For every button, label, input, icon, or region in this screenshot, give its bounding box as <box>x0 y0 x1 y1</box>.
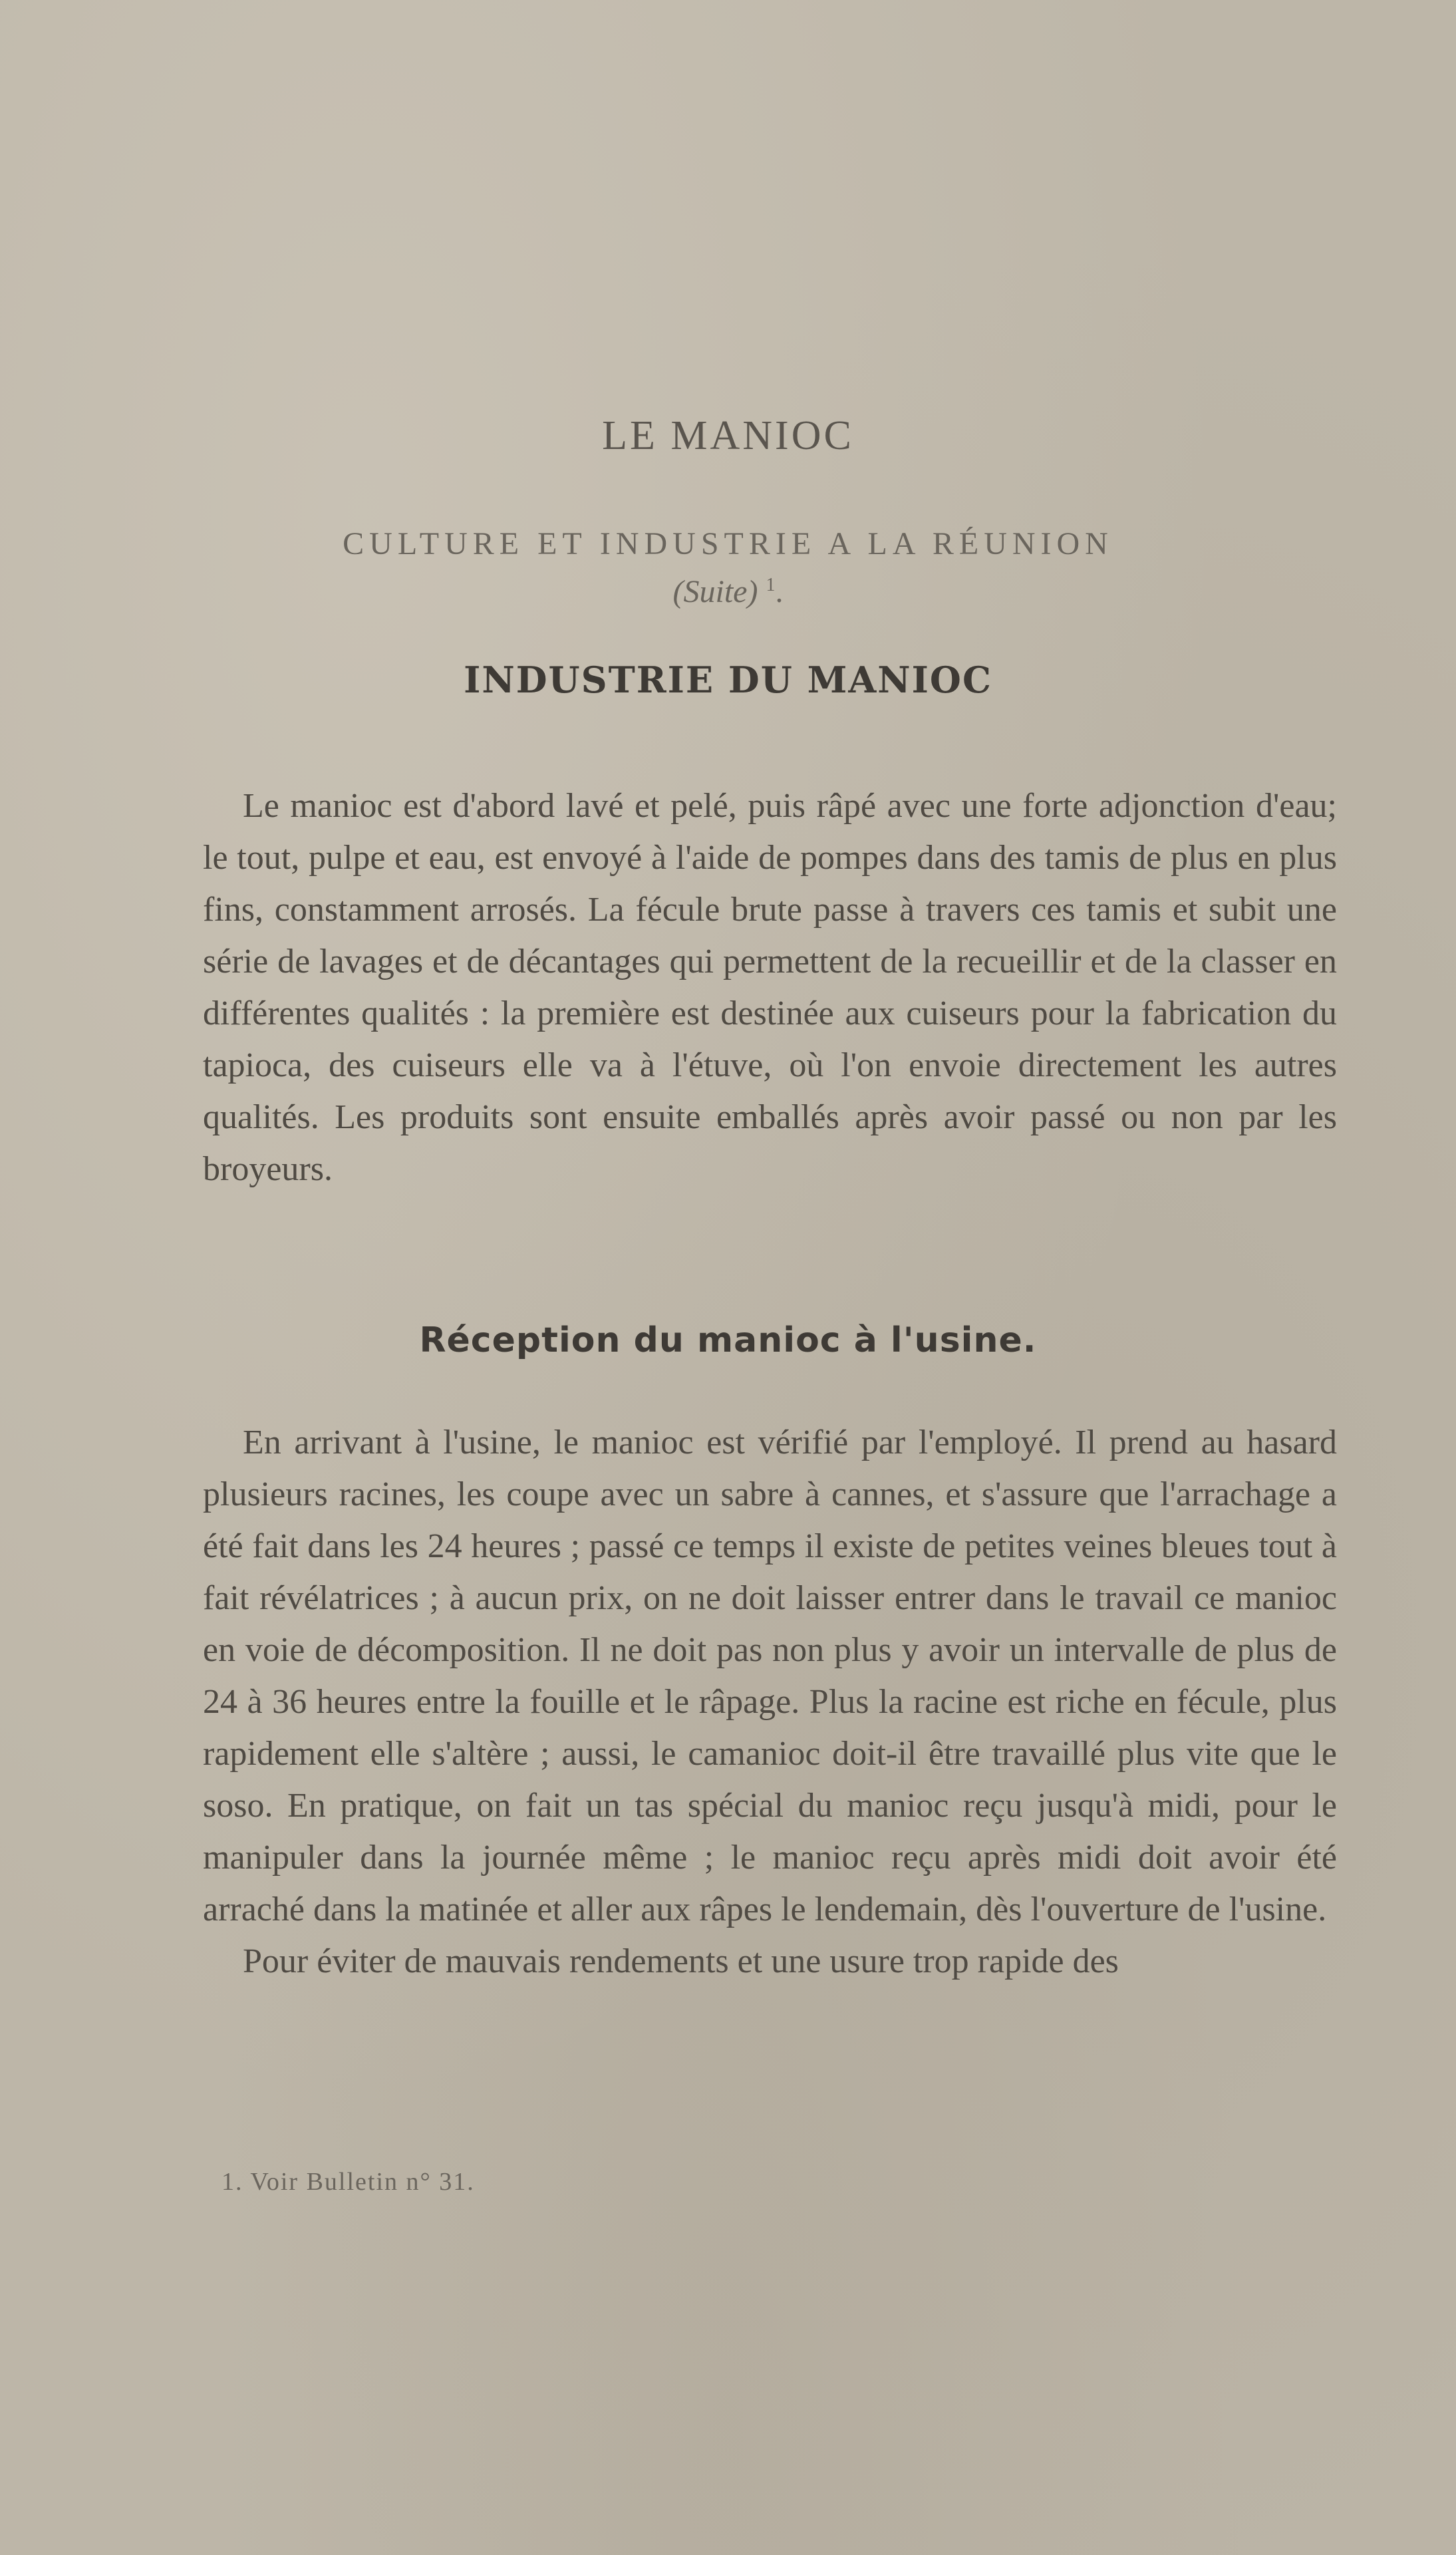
reception-text-block <box>203 1417 1337 1988</box>
footnote: 1. Voir Bulletin n° 31. <box>221 2168 475 2196</box>
footnote-reference: 1 <box>766 575 776 595</box>
continuation-note <box>0 573 1456 610</box>
intro-paragraph: Le manioc est d'abord lavé et pelé, puis râpé avec une forte adjonction d'eau; le tout, pulpe et eau, est envoyé à l'aide de pompes dans des tamis de plus en plus fins, constamment arrosés. La fécule brute passe à travers ces tamis et subit une série de lavages et de décantages qui permettent de la recueillir et de la classer en différentes qualités : la première est destinée aux cuiseurs pour la fabrication du tapioca, des cuiseurs elle va à l'étuve, où l'on envoie directement les autres qualités. Les produits sont ensuite emballés après avoir passé ou non par les broyeurs. <box>203 787 1337 1188</box>
article-subtitle: CULTURE ET INDUSTRIE A LA RÉUNION <box>343 526 1113 561</box>
sub-heading: Réception du manioc à l'usine. <box>419 1320 1037 1360</box>
article-title: LE MANIOC <box>602 413 854 458</box>
suite-end: . <box>775 574 784 609</box>
reception-paragraph: En arrivant à l'usine, le manioc est vérifié par l'employé. Il prend au hasard plusieurs racines, les coupe avec un sabre à cannes, et s'assure que l'arrachage a été fait dans les 24 heures ; passé ce temps il existe de petites veines bleues tout à fait révélatrices ; à aucun prix, on ne doit laisser entrer dans le travail ce manioc en voie de décomposition. Il ne doit pas non plus y avoir un intervalle de plus de 24 à 36 heures entre la fouille et le râpage. Plus la racine est riche en fécule, plus rapidement elle s'altère ; aussi, le camanioc doit-il être travaillé plus vite que le soso. En pratique, on fait un tas spécial du manioc reçu jusqu'à midi, pour le manipuler dans la journée même ; le manioc reçu après midi doit avoir été arraché dans la matinée et aller aux râpes le lendemain, dès l'ouverture de l'usine. <box>203 1424 1337 1928</box>
intro-text-block <box>203 780 1337 1195</box>
section-heading: INDUSTRIE DU MANIOC <box>464 659 992 701</box>
reception-paragraph-continued: Pour éviter de mauvais rendements et une usure trop rapide des <box>243 1942 1119 1980</box>
suite-label: (Suite) <box>672 574 758 609</box>
